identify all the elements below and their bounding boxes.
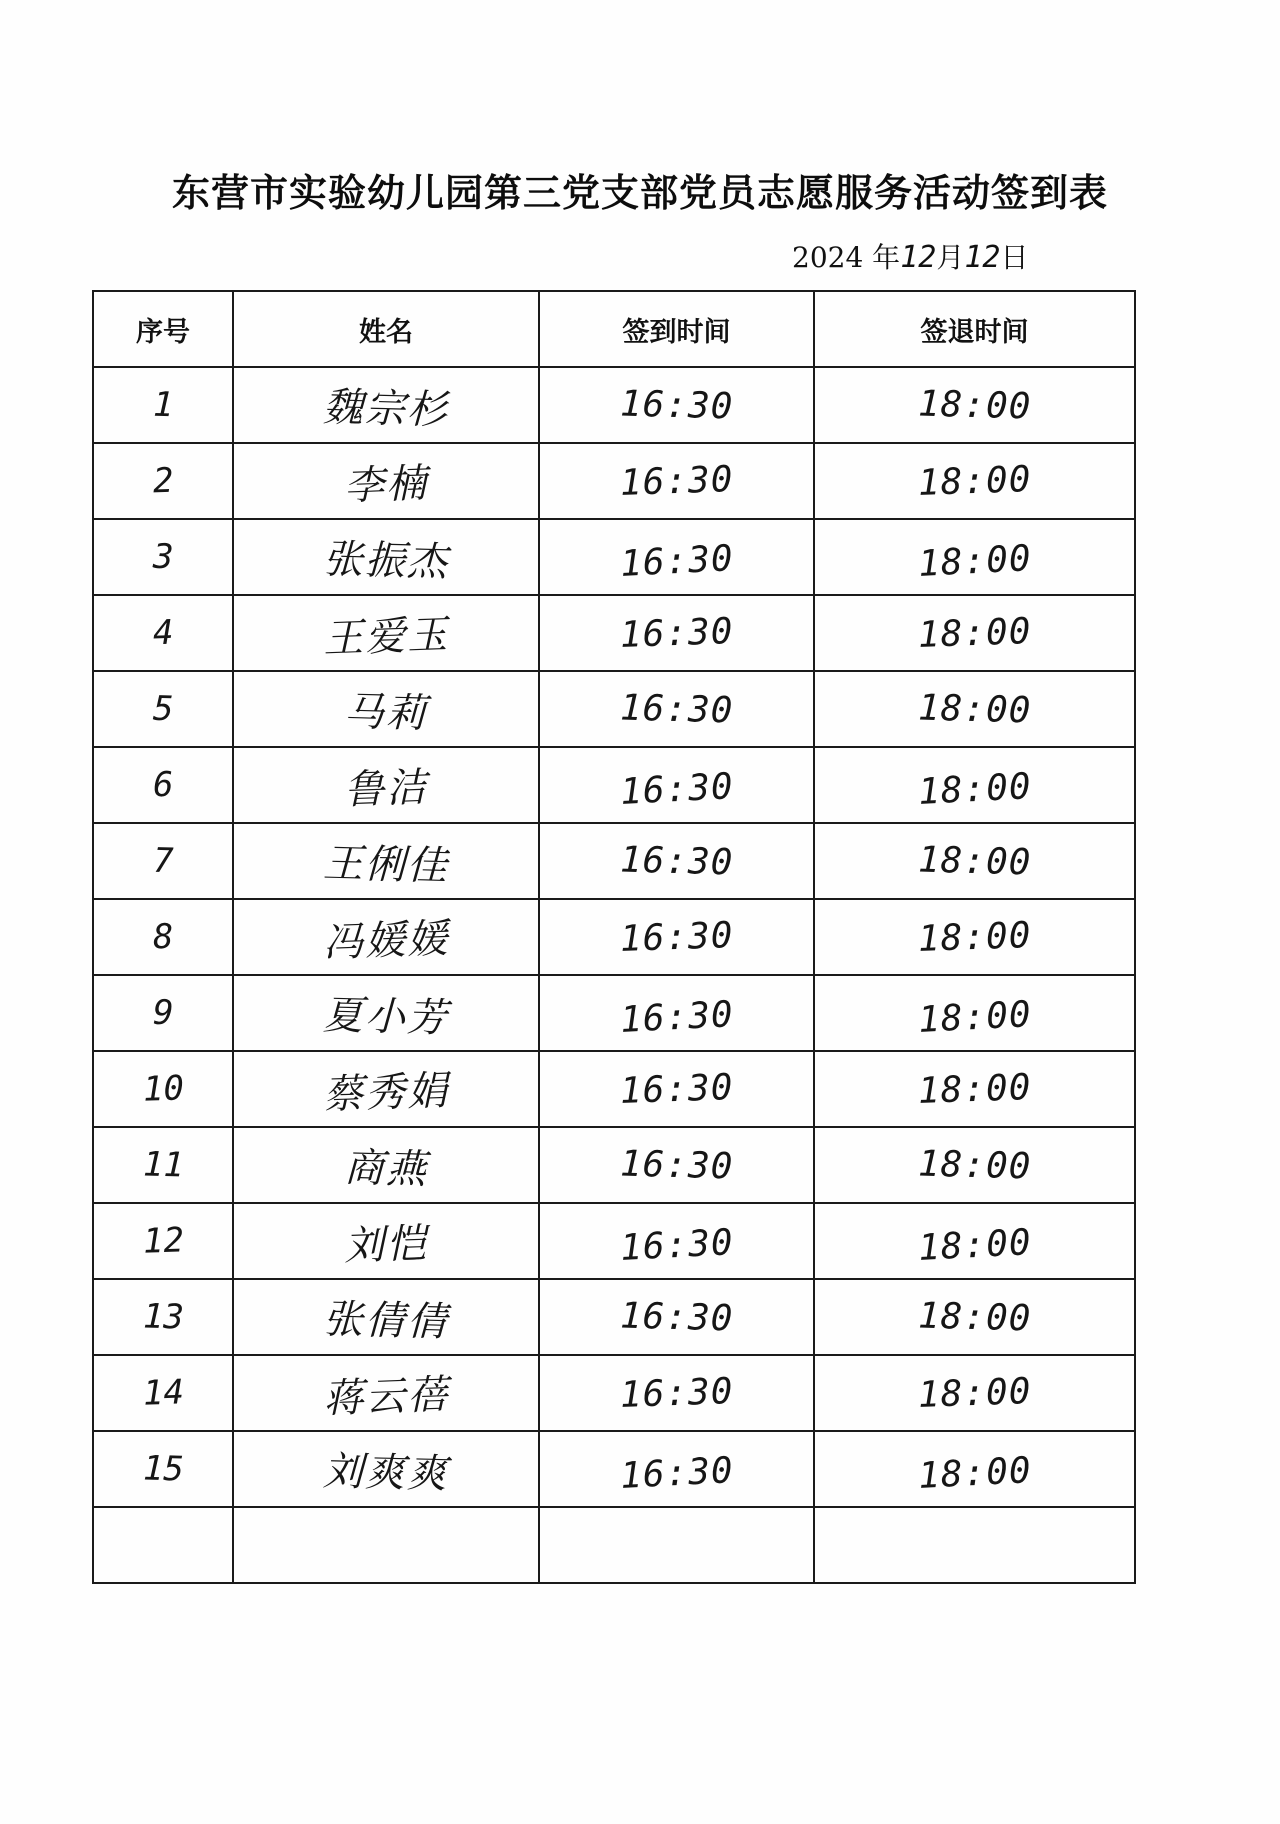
row-number-cell: [93, 671, 233, 747]
row-number-cell: [93, 1279, 233, 1355]
row-number-cell: [93, 1355, 233, 1431]
row-name-signature-cell: [233, 1279, 539, 1355]
row-sign-out-time-cell: [814, 1431, 1135, 1507]
row-number: 15: [141, 1448, 184, 1490]
row-sign-out-time-cell: [814, 899, 1135, 975]
row-name-signature-cell: [233, 1203, 539, 1279]
row-name-signature: 马莉: [343, 688, 429, 737]
row-name-signature: 夏小芳: [322, 991, 450, 1042]
row-sign-out-time: 18:00: [917, 765, 1033, 813]
row-name-signature: 李楠: [343, 460, 429, 509]
row-sign-in-time-cell: [539, 1203, 814, 1279]
row-number-cell: [93, 519, 233, 595]
row-sign-out-time: 18:00: [917, 1370, 1032, 1416]
row-number: 5: [152, 688, 174, 730]
table-row: [93, 1431, 1135, 1507]
row-name-signature: 张倩倩: [322, 1295, 450, 1346]
row-name-signature: 王爱玉: [322, 611, 450, 662]
row-number: 4: [152, 612, 174, 654]
row-sign-in-time-cell: [539, 823, 814, 899]
row-sign-in-time: 16:30: [619, 537, 735, 585]
row-sign-out-time: 18:00: [917, 383, 1032, 427]
row-sign-out-time-cell: [814, 1051, 1135, 1127]
date-day-char: 日: [1000, 241, 1029, 274]
row-sign-in-time-cell: [539, 671, 814, 747]
row-sign-in-time-cell: [539, 519, 814, 595]
row-sign-in-time-cell: [539, 975, 814, 1051]
row-sign-out-time-cell: [814, 367, 1135, 443]
row-sign-in-time: 16:30: [619, 1370, 734, 1416]
row-sign-out-time: 18:00: [917, 1066, 1032, 1112]
row-number-cell: [93, 1127, 233, 1203]
row-sign-out-time: 18:00: [917, 1143, 1032, 1187]
row-sign-out-time-cell: [814, 1203, 1135, 1279]
row-number: 11: [141, 1144, 184, 1186]
sign-in-table: [92, 290, 1136, 1584]
date-month-char: 月: [936, 241, 965, 274]
row-sign-out-time: 18:00: [917, 458, 1032, 504]
table-row: [93, 975, 1135, 1051]
table-row: [93, 1203, 1135, 1279]
document-date: [792, 236, 1028, 276]
row-name-signature-cell: [233, 1355, 539, 1431]
row-sign-in-time: 16:30: [619, 1449, 735, 1497]
row-name-signature-cell: [233, 671, 539, 747]
row-sign-in-time: 16:30: [619, 610, 734, 656]
row-sign-in-time-cell: [539, 443, 814, 519]
row-number-cell: [93, 823, 233, 899]
row-name-signature-cell: [233, 1507, 539, 1583]
row-name-signature: 张振杰: [322, 535, 450, 586]
table-row: [93, 747, 1135, 823]
row-sign-in-time: 16:30: [619, 1221, 735, 1269]
row-sign-in-time-cell: [539, 367, 814, 443]
row-number: 7: [152, 840, 174, 882]
row-name-signature: 刘恺: [343, 1220, 429, 1269]
row-name-signature-cell: [233, 1127, 539, 1203]
row-sign-out-time-cell: [814, 1355, 1135, 1431]
row-sign-in-time: 16:30: [619, 1295, 734, 1339]
table-row: [93, 1507, 1135, 1583]
row-name-signature: 冯媛媛: [322, 915, 450, 966]
row-sign-in-time: 16:30: [619, 383, 734, 427]
table-header-row: [93, 291, 1135, 367]
row-number: 8: [152, 916, 174, 958]
table-row: [93, 595, 1135, 671]
row-sign-out-time: 18:00: [917, 1295, 1032, 1339]
row-sign-in-time-cell: [539, 1507, 814, 1583]
row-sign-out-time-cell: [814, 747, 1135, 823]
table-row: [93, 1279, 1135, 1355]
row-name-signature-cell: [233, 1431, 539, 1507]
row-number: 1: [152, 384, 174, 426]
row-number: 13: [141, 1296, 184, 1338]
row-sign-in-time-cell: [539, 1279, 814, 1355]
row-name-signature: 刘爽爽: [322, 1447, 450, 1498]
row-sign-out-time-cell: [814, 1507, 1135, 1583]
row-sign-in-time: 16:30: [619, 914, 734, 960]
row-name-signature: 鲁洁: [343, 764, 429, 813]
row-sign-out-time-cell: [814, 671, 1135, 747]
table-row: [93, 671, 1135, 747]
row-number-cell: [93, 443, 233, 519]
row-name-signature-cell: [233, 1051, 539, 1127]
table-row: [93, 1127, 1135, 1203]
row-sign-in-time: 16:30: [619, 687, 734, 731]
document-title: 东营市实验幼儿园第三党支部党员志愿服务活动签到表: [171, 171, 1108, 215]
row-number-cell: [93, 899, 233, 975]
row-name-signature-cell: [233, 443, 539, 519]
row-number: 6: [152, 764, 174, 806]
row-number-cell: [93, 595, 233, 671]
row-sign-out-time-cell: [814, 1127, 1135, 1203]
row-name-signature-cell: [233, 975, 539, 1051]
row-sign-out-time-cell: [814, 595, 1135, 671]
row-sign-in-time: 16:30: [619, 1143, 734, 1187]
row-name-signature-cell: [233, 519, 539, 595]
table-row: [93, 519, 1135, 595]
date-year: 2024: [792, 241, 864, 274]
header-sign-out: 签退时间: [814, 291, 1135, 367]
row-sign-out-time-cell: [814, 519, 1135, 595]
row-number-cell: [93, 747, 233, 823]
row-sign-out-time: 18:00: [917, 610, 1032, 656]
row-sign-in-time: 16:30: [619, 765, 735, 813]
row-sign-in-time-cell: [539, 899, 814, 975]
table-body: [93, 367, 1135, 1583]
row-sign-out-time: 18:00: [917, 914, 1032, 960]
row-sign-out-time: 18:00: [917, 993, 1033, 1041]
row-sign-in-time: 16:30: [619, 993, 735, 1041]
row-sign-in-time-cell: [539, 747, 814, 823]
table-row: [93, 367, 1135, 443]
header-sign-in: 签到时间: [539, 291, 814, 367]
row-sign-out-time-cell: [814, 823, 1135, 899]
row-sign-out-time: 18:00: [917, 537, 1033, 585]
row-number: 3: [152, 536, 174, 578]
row-name-signature: 魏宗杉: [322, 383, 450, 434]
date-day: 12: [964, 240, 1001, 275]
row-number-cell: [93, 1051, 233, 1127]
row-sign-in-time-cell: [539, 1051, 814, 1127]
row-number-cell: [93, 1431, 233, 1507]
row-name-signature-cell: [233, 595, 539, 671]
row-name-signature-cell: [233, 899, 539, 975]
row-sign-in-time-cell: [539, 595, 814, 671]
row-name-signature: 王俐佳: [322, 839, 450, 890]
row-sign-out-time-cell: [814, 975, 1135, 1051]
row-name-signature-cell: [233, 823, 539, 899]
row-sign-out-time: 18:00: [917, 687, 1032, 731]
row-number-cell: [93, 975, 233, 1051]
row-sign-out-time: 18:00: [917, 1449, 1033, 1497]
row-number-cell: [93, 367, 233, 443]
row-sign-out-time-cell: [814, 443, 1135, 519]
table-row: [93, 1355, 1135, 1431]
row-sign-in-time: 16:30: [619, 1066, 734, 1112]
date-year-char: 年: [872, 241, 901, 274]
row-name-signature: 蒋云蓓: [322, 1371, 450, 1422]
row-number-cell: [93, 1507, 233, 1583]
row-sign-in-time-cell: [539, 1355, 814, 1431]
table-row: [93, 823, 1135, 899]
row-name-signature: 蔡秀娟: [322, 1067, 450, 1118]
row-sign-out-time: 18:00: [917, 839, 1032, 883]
row-number: 14: [141, 1372, 185, 1414]
row-name-signature-cell: [233, 747, 539, 823]
row-number: 12: [141, 1220, 185, 1262]
table-row: [93, 1051, 1135, 1127]
table-row: [93, 443, 1135, 519]
row-number: 10: [141, 1068, 185, 1110]
row-sign-in-time: 16:30: [619, 839, 734, 883]
row-sign-in-time: 16:30: [619, 458, 734, 504]
row-sign-in-time-cell: [539, 1127, 814, 1203]
row-name-signature-cell: [233, 367, 539, 443]
row-number-cell: [93, 1203, 233, 1279]
table-row: [93, 899, 1135, 975]
date-month: 12: [900, 240, 937, 275]
row-sign-out-time-cell: [814, 1279, 1135, 1355]
header-no: 序号: [93, 291, 233, 367]
header-name: 姓名: [233, 291, 539, 367]
row-name-signature: 商燕: [343, 1144, 429, 1193]
row-number: 2: [152, 460, 174, 502]
row-sign-out-time: 18:00: [917, 1221, 1033, 1269]
row-number: 9: [152, 992, 174, 1034]
row-sign-in-time-cell: [539, 1431, 814, 1507]
